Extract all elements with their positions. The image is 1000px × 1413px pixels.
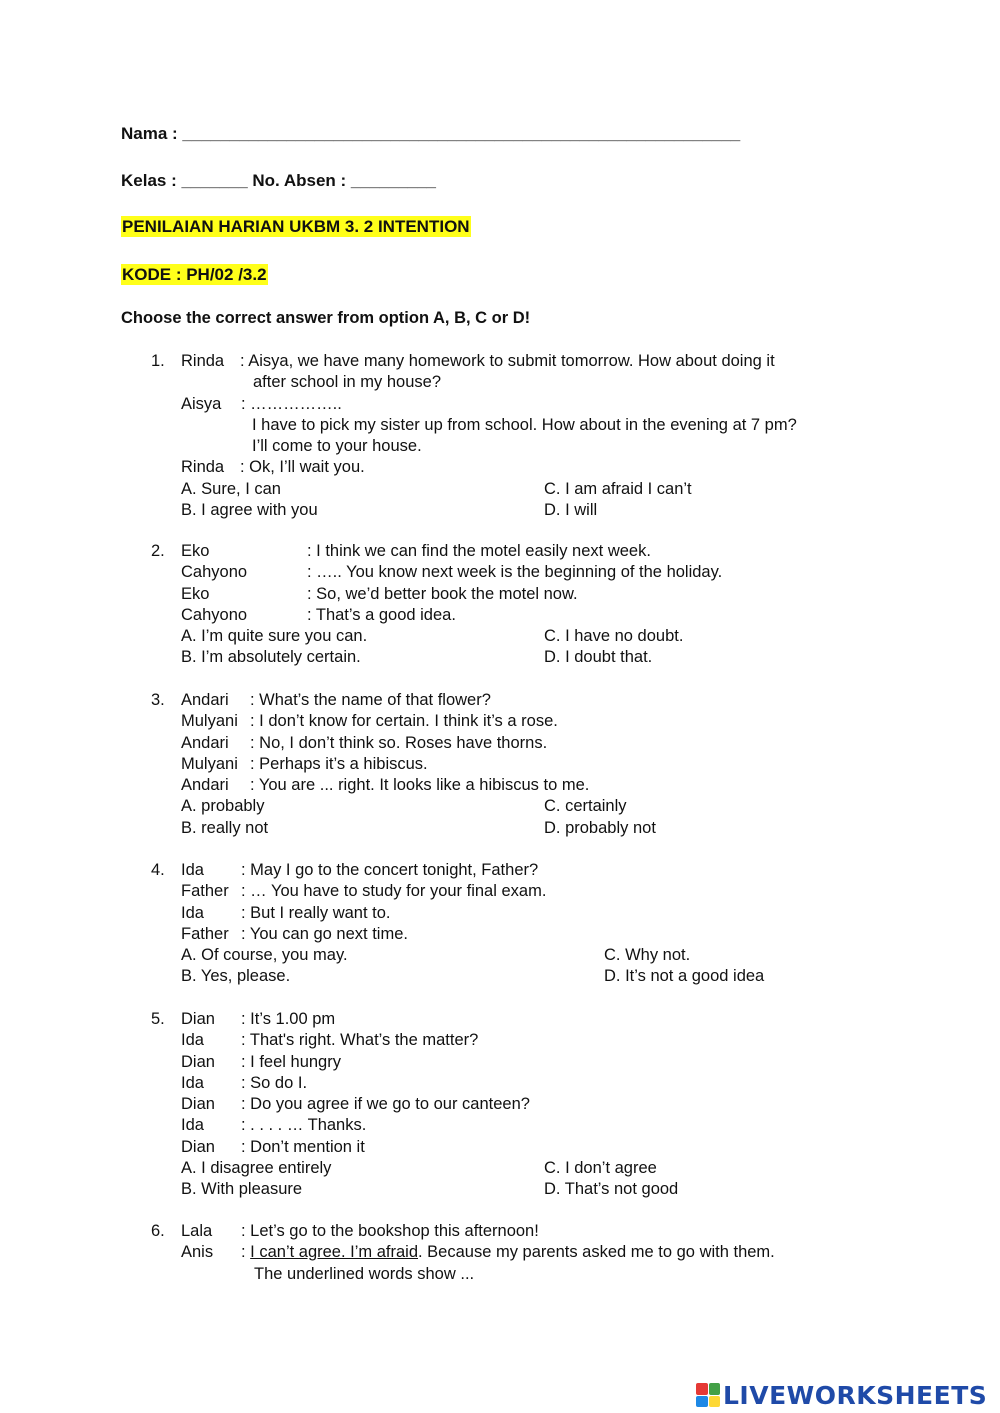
speaker: Dian [181, 1010, 215, 1028]
option-d[interactable]: D. I doubt that. [544, 648, 653, 667]
question-prompt: The underlined words show ... [254, 1264, 475, 1283]
instruction: Choose the correct answer from option A, B, C or D! [121, 309, 531, 327]
speaker: Andari [181, 776, 229, 795]
logo-text: LIVEWORKSHEETS [723, 1380, 988, 1410]
dialogue-line: : May I go to the concert tonight, Father? [241, 861, 539, 879]
question-number: 2. [151, 542, 165, 560]
dialogue-line: : That’s a good idea. [307, 605, 456, 624]
class-field-label: Kelas : _______ No. Absen : _________ [121, 171, 437, 190]
option-d[interactable]: D. That’s not good [544, 1180, 679, 1199]
speaker: Eko [181, 542, 210, 560]
code-label [121, 265, 268, 285]
dialogue-line: : Don’t mention it [241, 1137, 365, 1156]
question-number: 5. [151, 1010, 165, 1028]
speaker: Mulyani [181, 712, 238, 731]
speaker: Rinda [181, 458, 225, 477]
dialogue-line: I’ll come to your house. [252, 437, 422, 456]
dialogue-line: : You can go next time. [241, 924, 408, 943]
speaker: Father [181, 882, 229, 901]
speaker: Ida [181, 1073, 204, 1092]
dialogue-line: : Do you agree if we go to our canteen? [241, 1095, 530, 1114]
title-highlight: PENILAIAN HARIAN UKBM 3. 2 INTENTION [122, 217, 470, 236]
dialogue-line [241, 1242, 775, 1263]
option-d[interactable]: D. It’s not a good idea [604, 967, 765, 986]
question-number: 3. [151, 691, 165, 709]
logo-mark-icon [696, 1383, 720, 1407]
logo-square [696, 1396, 708, 1408]
speaker: Dian [181, 1052, 215, 1071]
dialogue-line: : No, I don’t think so. Roses have thorns. [250, 733, 548, 752]
question-number: 4. [151, 861, 165, 879]
name-field-label: Nama : ___________________________________________________________ [121, 124, 741, 143]
speaker: Andari [181, 691, 229, 709]
colon: : [241, 1243, 251, 1262]
dialogue-line: : … You have to study for your final exam. [241, 882, 547, 901]
option-b[interactable]: B. Yes, please. [181, 967, 291, 986]
dialogue-line: : . . . . … Thanks. [241, 1116, 367, 1135]
dialogue-line: I have to pick my sister up from school. How about in the evening at 7 pm? [252, 415, 797, 434]
dialogue-line: : So, we’d better book the motel now. [307, 584, 578, 603]
option-a[interactable]: A. Sure, I can [181, 479, 281, 498]
option-b[interactable]: B. I agree with you [181, 501, 318, 520]
option-c[interactable]: C. Why not. [604, 946, 691, 965]
speaker: Father [181, 924, 229, 943]
dialogue-line: : ….. You know next week is the beginning of the holiday. [307, 563, 723, 582]
dialogue-line: after school in my house? [253, 373, 442, 392]
option-c[interactable]: C. certainly [544, 797, 627, 816]
liveworksheets-logo [696, 1378, 987, 1412]
dialogue-line: : …………….. [241, 394, 342, 413]
speaker: Dian [181, 1137, 215, 1156]
logo-square [709, 1383, 721, 1395]
dialogue-line: : I think we can find the motel easily next week. [307, 542, 651, 560]
option-d[interactable]: D. I will [544, 501, 598, 520]
option-a[interactable]: A. I disagree entirely [181, 1159, 332, 1178]
dialogue-line: : You are ... right. It looks like a hibiscus to me. [250, 776, 590, 795]
dialogue-line: : Ok, I’ll wait you. [240, 458, 365, 477]
dialogue-line: : Aisya, we have many homework to submit tomorrow. How about doing it [240, 352, 775, 370]
speaker: Ida [181, 1116, 204, 1135]
dialogue-line: : Perhaps it’s a hibiscus. [250, 754, 428, 773]
dialogue-line: : That's right. What’s the matter? [241, 1031, 479, 1050]
option-b[interactable]: B. I’m absolutely certain. [181, 648, 361, 667]
option-a[interactable]: A. Of course, you may. [181, 946, 348, 965]
speaker: Aisya [181, 394, 222, 413]
speaker: Anis [181, 1243, 214, 1262]
dialogue-line: : I feel hungry [241, 1052, 341, 1071]
speaker: Eko [181, 584, 210, 603]
dialogue-line: : I don’t know for certain. I think it’s a rose. [250, 712, 558, 731]
speaker: Rinda [181, 352, 225, 370]
option-b[interactable]: B. really not [181, 818, 269, 837]
dialogue-line: : It’s 1.00 pm [241, 1010, 336, 1028]
speaker: Dian [181, 1095, 215, 1114]
option-c[interactable]: C. I am afraid I can’t [544, 479, 692, 498]
dialogue-rest: . Because my parents asked me to go with them. [418, 1243, 775, 1262]
speaker: Cahyono [181, 605, 248, 624]
speaker: Ida [181, 861, 204, 879]
option-a[interactable]: A. I’m quite sure you can. [181, 627, 368, 646]
question-number: 1. [151, 352, 165, 370]
question-number: 6. [151, 1222, 165, 1240]
dialogue-line: : So do I. [241, 1073, 308, 1092]
dialogue-line: : What’s the name of that flower? [250, 691, 491, 709]
logo-square [709, 1396, 721, 1408]
speaker: Cahyono [181, 563, 248, 582]
option-c[interactable]: C. I have no doubt. [544, 627, 684, 646]
dialogue-line: : Let’s go to the bookshop this afternoon! [241, 1222, 539, 1240]
option-d[interactable]: D. probably not [544, 818, 656, 837]
speaker: Mulyani [181, 754, 238, 773]
speaker: Ida [181, 1031, 204, 1050]
option-b[interactable]: B. With pleasure [181, 1180, 303, 1199]
logo-square [696, 1383, 708, 1395]
option-c[interactable]: C. I don’t agree [544, 1159, 657, 1178]
option-a[interactable]: A. probably [181, 797, 265, 816]
speaker: Lala [181, 1222, 213, 1240]
dialogue-line: : But I really want to. [241, 903, 391, 922]
speaker: Ida [181, 903, 204, 922]
code-highlight: KODE : PH/02 /3.2 [122, 265, 267, 284]
speaker: Andari [181, 733, 229, 752]
page-title [121, 217, 471, 237]
underlined-phrase: I can’t agree. I’m afraid [250, 1243, 418, 1262]
